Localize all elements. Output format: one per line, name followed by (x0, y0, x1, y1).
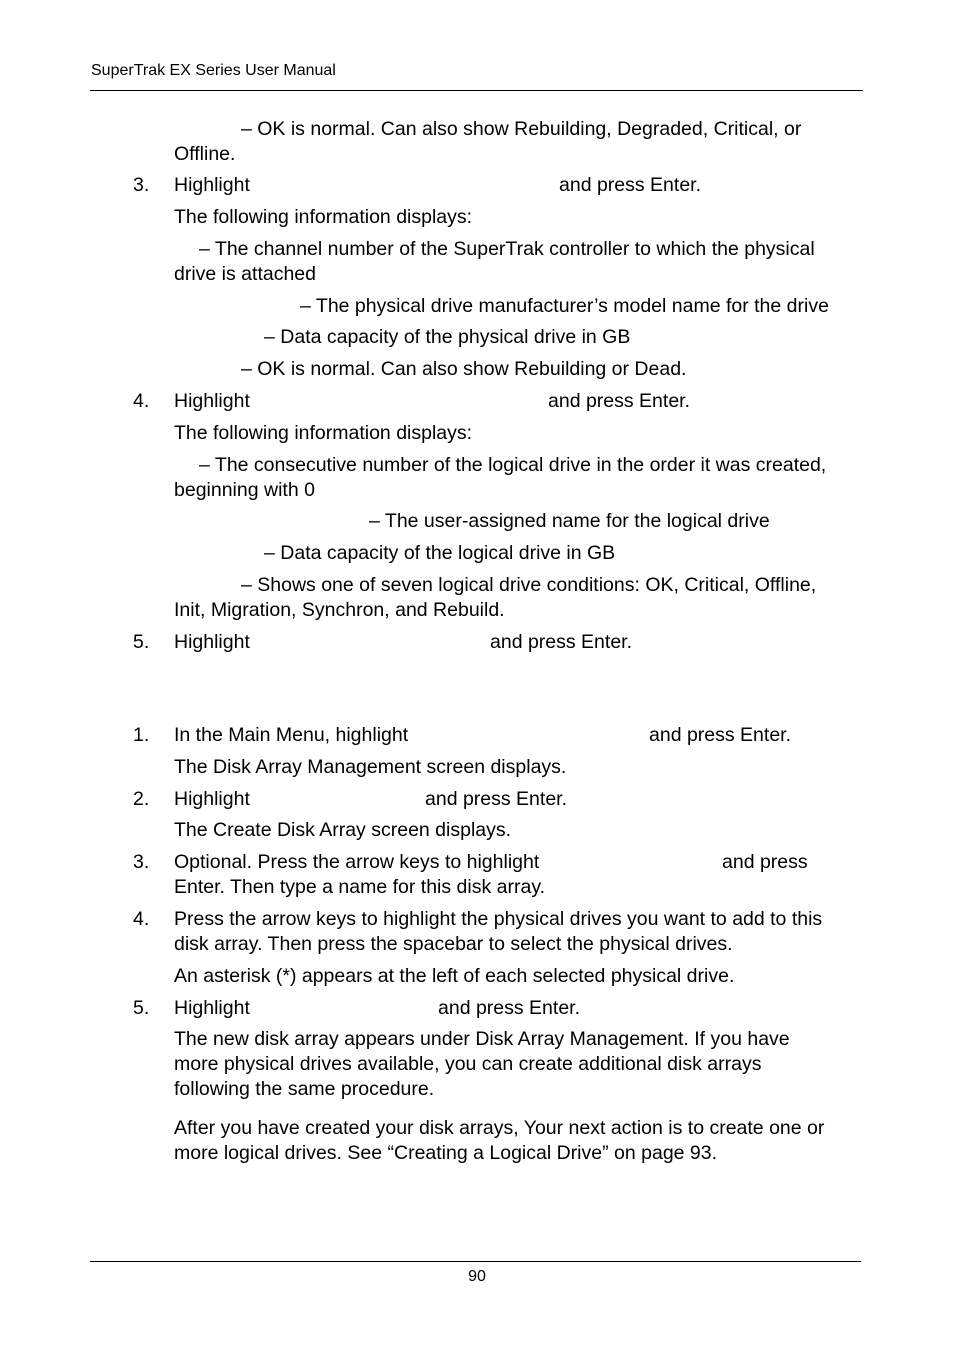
step-number: 2. (133, 788, 150, 810)
step-number: 1. (133, 724, 150, 746)
text-line: Offline. (174, 143, 236, 165)
text-line: following the same procedure. (174, 1078, 435, 1100)
step-number: 4. (133, 390, 150, 412)
text-line: disk array. Then press the spacebar to select the physical drives. (174, 933, 733, 955)
text-line: Enter. Then type a name for this disk array. (174, 876, 546, 898)
text-line: – OK is normal. Can also show Rebuilding, Degraded, Critical, or (241, 118, 802, 140)
text-line: and press Enter. (649, 724, 792, 746)
text-line: – The consecutive number of the logical drive in the order it was created, (199, 454, 827, 476)
text-line: and press (722, 851, 808, 873)
text-line: drive is attached (174, 263, 316, 285)
text-line: and press Enter. (425, 788, 568, 810)
text-line: Optional. Press the arrow keys to highlight (174, 851, 540, 873)
text-line: – OK is normal. Can also show Rebuilding or Dead. (241, 358, 687, 380)
text-line: and press Enter. (548, 390, 691, 412)
text-line: Highlight (174, 390, 250, 412)
text-line: – Shows one of seven logical drive conditions: OK, Critical, Offline, (241, 574, 817, 596)
step-number: 5. (133, 997, 150, 1019)
text-line: The new disk array appears under Disk Array Management. If you have (174, 1028, 790, 1050)
text-line: – The channel number of the SuperTrak controller to which the physical (199, 238, 815, 260)
text-line: beginning with 0 (174, 479, 315, 501)
text-line: An asterisk (*) appears at the left of each selected physical drive. (174, 965, 735, 987)
step-number: 3. (133, 851, 150, 873)
text-line: – The physical drive manufacturer’s model name for the drive (300, 295, 829, 317)
text-line: and press Enter. (559, 174, 702, 196)
text-line: Highlight (174, 788, 250, 810)
text-line: Highlight (174, 174, 250, 196)
text-line: The following information displays: (174, 422, 473, 444)
text-line: Press the arrow keys to highlight the physical drives you want to add to this (174, 908, 823, 930)
text-line: and press Enter. (438, 997, 581, 1019)
text-line: Init, Migration, Synchron, and Rebuild. (174, 599, 505, 621)
page-number: 90 (468, 1268, 486, 1285)
text-line: The Create Disk Array screen displays. (174, 819, 512, 841)
text-line: and press Enter. (490, 631, 633, 653)
header-rule (90, 90, 863, 91)
text-line: After you have created your disk arrays, Your next action is to create one or (174, 1117, 825, 1139)
footer-rule (90, 1261, 861, 1262)
text-line: – The user-assigned name for the logical drive (369, 510, 770, 532)
text-line: In the Main Menu, highlight (174, 724, 409, 746)
text-line: The Disk Array Management screen displays. (174, 756, 567, 778)
step-number: 5. (133, 631, 150, 653)
running-header: SuperTrak EX Series User Manual (91, 62, 336, 79)
text-line: more logical drives. See “Creating a Logical Drive” on page 93. (174, 1142, 718, 1164)
text-line: – Data capacity of the logical drive in GB (264, 542, 616, 564)
step-number: 3. (133, 174, 150, 196)
text-line: The following information displays: (174, 206, 473, 228)
text-line: Highlight (174, 997, 250, 1019)
text-line: more physical drives available, you can create additional disk arrays (174, 1053, 762, 1075)
step-number: 4. (133, 908, 150, 930)
text-line: – Data capacity of the physical drive in GB (264, 326, 631, 348)
text-line: Highlight (174, 631, 250, 653)
